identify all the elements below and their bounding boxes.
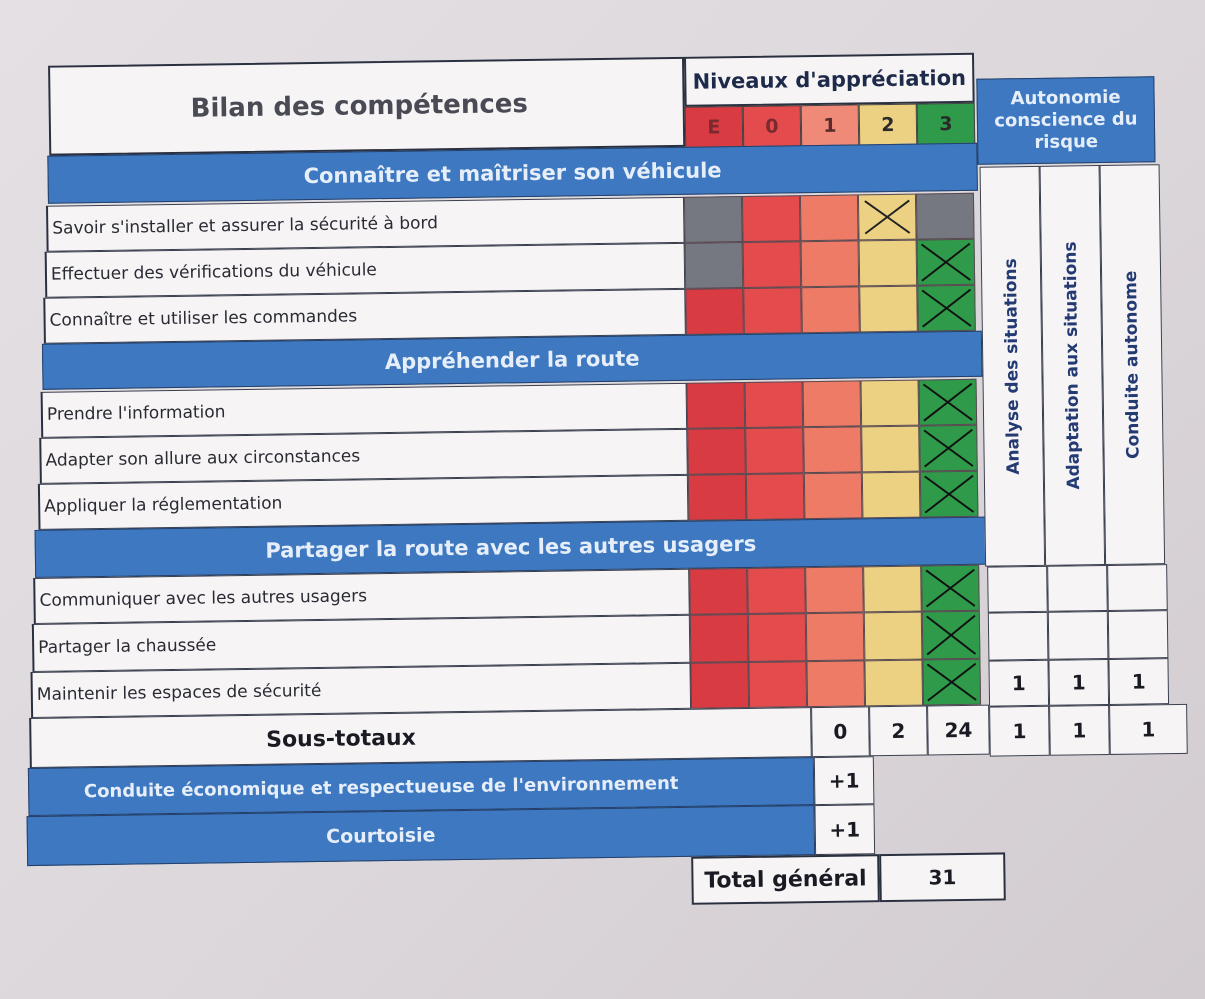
autonomie-col-adaptation: Adaptation aux situations <box>1040 165 1106 566</box>
autonomie-value: 1 <box>1048 659 1109 706</box>
row-label: Prendre l'information <box>41 383 688 438</box>
level-cell <box>803 426 862 473</box>
page-title: Bilan des compétences <box>190 89 529 124</box>
autonomie-value: 1 <box>1108 658 1169 705</box>
level-cell <box>745 427 804 474</box>
level-cell <box>742 195 801 242</box>
check-cross-icon <box>918 240 975 285</box>
level-cell-checked <box>921 565 980 612</box>
level-cell <box>748 613 807 662</box>
total-label: Total général <box>704 865 867 894</box>
total-label-cell <box>691 854 880 905</box>
level-header-2: 2 <box>859 104 918 147</box>
level-header-1: 1 <box>801 104 860 147</box>
section-header-partager: Partager la route avec les autres usagers <box>35 517 988 578</box>
level-cell <box>745 381 804 428</box>
check-cross-icon <box>859 195 916 240</box>
level-cell <box>743 241 802 288</box>
bonus-courtoisie-label: Courtoisie <box>27 805 816 866</box>
level-cell <box>859 286 918 333</box>
check-cross-icon <box>920 380 977 425</box>
autonomie-blank-cell <box>1108 610 1169 659</box>
bonus-eco-label: Conduite économique et respectueuse de l'environnement <box>28 757 815 816</box>
row-label: Adapter son allure aux circonstances <box>39 429 688 484</box>
subtotal-autonomie: 1 <box>989 706 1050 757</box>
level-header-e: E <box>685 106 744 149</box>
row-label: Maintenir les espaces de sécurité <box>31 663 692 718</box>
bonus-eco-value: +1 <box>814 756 875 805</box>
subtotal-autonomie: 1 <box>1049 705 1110 756</box>
level-cell-checked <box>858 194 917 241</box>
autonomie-value: 1 <box>988 660 1049 707</box>
competence-sheet <box>0 40 1205 937</box>
row-label: Partager la chaussée <box>32 615 691 672</box>
level-cell <box>685 242 744 289</box>
level-cell-checked <box>922 611 981 660</box>
autonomie-blank-cell <box>1047 565 1108 612</box>
level-cell <box>859 240 918 287</box>
section-header-vehicule: Connaître et maîtriser son véhicule <box>47 143 978 204</box>
level-cell <box>863 566 922 613</box>
level-cell <box>864 612 923 661</box>
level-cell <box>806 660 865 707</box>
niveaux-header: Niveaux d'appréciation <box>684 53 975 107</box>
check-cross-icon <box>923 612 980 659</box>
level-cell <box>801 240 860 287</box>
autonomie-blank-cell <box>988 612 1049 661</box>
level-cell-checked <box>919 425 978 472</box>
check-cross-icon <box>923 660 980 705</box>
level-cell <box>805 566 864 613</box>
row-label: Communiquer avec les autres usagers <box>33 569 690 624</box>
level-cell <box>690 662 749 709</box>
level-cell <box>687 382 746 429</box>
level-cell <box>743 287 802 334</box>
level-cell <box>864 660 923 707</box>
subtotal-autonomie: 1 <box>1109 704 1188 755</box>
row-label: Savoir s'installer et assurer la sécurité à bord <box>46 197 685 252</box>
subtotal-level-3: 24 <box>927 705 990 756</box>
level-cell <box>800 194 859 241</box>
total-value: 31 <box>879 852 1006 902</box>
level-cell <box>687 428 746 475</box>
level-header-0: 0 <box>743 105 802 148</box>
title-box <box>48 57 685 156</box>
level-cell-checked <box>920 471 979 518</box>
level-cell <box>684 196 743 243</box>
level-cell <box>685 288 744 335</box>
autonomie-blank-cell <box>1107 564 1168 611</box>
level-cell <box>689 568 748 615</box>
autonomie-col-analyse: Analyse des situations <box>980 166 1046 567</box>
level-cell <box>747 567 806 614</box>
level-cell <box>806 612 865 661</box>
level-cell-checked <box>917 285 976 332</box>
level-header-3: 3 <box>917 103 976 146</box>
check-cross-icon <box>922 566 979 611</box>
autonomie-blank-cell <box>1048 611 1109 660</box>
check-cross-icon <box>920 426 977 471</box>
row-label: Appliquer la réglementation <box>38 475 689 530</box>
level-cell <box>916 193 975 240</box>
level-cell <box>861 426 920 473</box>
level-cell <box>690 614 749 663</box>
level-cell <box>801 286 860 333</box>
check-cross-icon <box>921 472 978 517</box>
level-cell <box>746 473 805 520</box>
level-cell-checked <box>919 379 978 426</box>
level-cell <box>748 661 807 708</box>
bonus-courtoisie-value: +1 <box>814 804 875 855</box>
subtotal-level-1: 0 <box>811 706 870 757</box>
autonomie-header: Autonomie conscience du risque <box>976 76 1155 164</box>
level-cell-checked <box>917 239 976 286</box>
section-header-route: Appréhender la route <box>42 331 983 390</box>
level-cell <box>862 472 921 519</box>
row-label: Connaître et utiliser les commandes <box>43 289 686 344</box>
level-cell <box>804 472 863 519</box>
subtotal-level-2: 2 <box>869 705 928 756</box>
level-cell <box>861 380 920 427</box>
autonomie-blank-cell <box>987 566 1048 613</box>
level-cell-checked <box>922 659 981 706</box>
level-cell <box>688 474 747 521</box>
autonomie-col-conduite: Conduite autonome <box>1100 164 1166 565</box>
row-label: Effectuer des vérifications du véhicule <box>45 243 686 298</box>
subtotals-label: Sous-totaux <box>265 725 416 753</box>
level-cell <box>803 380 862 427</box>
check-cross-icon <box>918 286 975 331</box>
